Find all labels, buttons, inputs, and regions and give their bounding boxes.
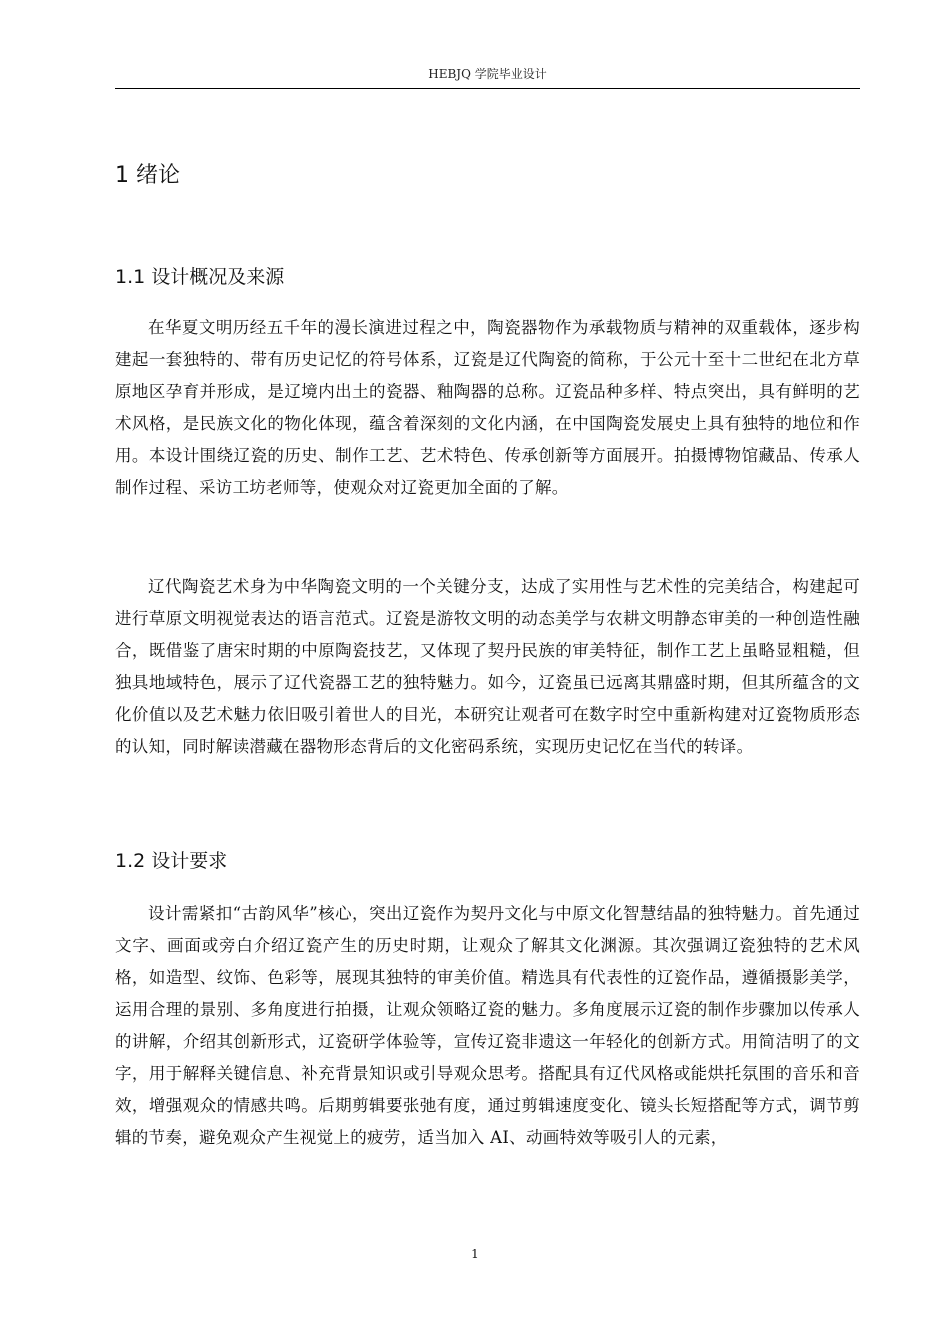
section-1-2-paragraph-1: 设计需紧扣“古韵风华”核心，突出辽瓷作为契丹文化与中原文化智慧结晶的独特魅力。首先通过文字、画面或旁白介绍辽瓷产生的历史时期，让观众了解其文化渊源。其次强调辽瓷独特的艺术风格，如造型、纹饰、色彩等，展现其独特的审美价值。精选具有代表性的辽瓷作品，遵循摄影美学，运用合理的景别、多角度进行拍摄，让观众领略辽瓷的魅力。多角度展示辽瓷的制作步骤加以传承人的讲解，介绍其创新形式，辽瓷研学体验等，宣传辽瓷非遗这一年轻化的创新方式。用简洁明了的文字，用于解释关键信息、补充背景知识或引导观众思考。搭配具有辽代风格或能烘托氛围的音乐和音效，增强观众的情感共鸣。后期剪辑要张弛有度，通过剪辑速度变化、镜头长短搭配等方式，调节剪辑的节奏，避免观众产生视觉上的疲劳，适当加入 AI、动画特效等吸引人的元素， bbox=[115, 904, 860, 1147]
section-1-1-paragraph-2: 辽代陶瓷艺术身为中华陶瓷文明的一个关键分支，达成了实用性与艺术性的完美结合，构建起可进行草原文明视觉表达的语言范式。辽瓷是游牧文明的动态美学与农耕文明静态审美的一种创造性融合，既借鉴了唐宋时期的中原陶瓷技艺，又体现了契丹民族的审美特征，制作工艺上虽略显粗糙，但独具地域特色，展示了辽代瓷器工艺的独特魅力。如今，辽瓷虽已远离其鼎盛时期，但其所蕴含的文化价值以及艺术魅力依旧吸引着世人的目光，本研究让观者可在数字时空中重新构建对辽瓷物质形态的认知，同时解读潜藏在器物形态背后的文化密码系统，实现历史记忆在当代的转译。 bbox=[115, 577, 860, 756]
section-title-1-2: 1.2 设计要求 bbox=[115, 850, 228, 872]
section-1-1-paragraph-1: 在华夏文明历经五千年的漫长演进过程之中，陶瓷器物作为承载物质与精神的双重载体，逐步构建起一套独特的、带有历史记忆的符号体系，辽瓷是辽代陶瓷的简称，于公元十至十二世纪在北方草原地区孕育并形成，是辽境内出土的瓷器、釉陶器的总称。辽瓷品种多样、特点突出，具有鲜明的艺术风格，是民族文化的物化体现，蕴含着深刻的文化内涵，在中国陶瓷发展史上具有独特的地位和作用。本设计围绕辽瓷的历史、制作工艺、艺术特色、传承创新等方面展开。拍摄博物馆藏品、传承人制作过程、采访工坊老师等，使观众对辽瓷更加全面的了解。 bbox=[115, 318, 860, 497]
chapter-title: 1 绪论 bbox=[115, 163, 180, 188]
page-number: 1 bbox=[471, 1247, 479, 1261]
page-header: HEBJQ 学院毕业设计 bbox=[115, 64, 860, 89]
section-title-1-1: 1.1 设计概况及来源 bbox=[115, 266, 285, 288]
